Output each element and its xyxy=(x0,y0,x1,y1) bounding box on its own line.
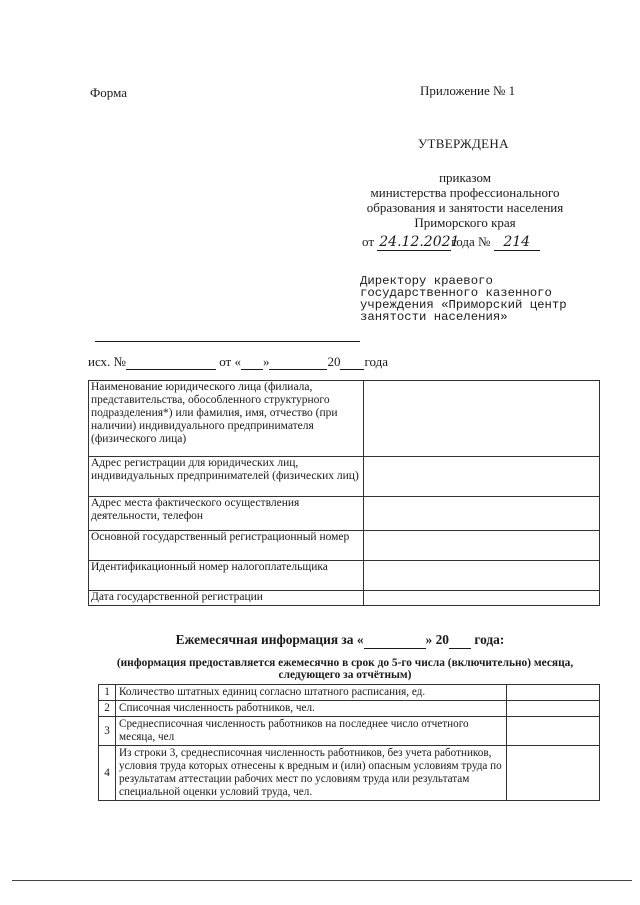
org-name-line xyxy=(95,341,360,342)
date-prefix: от xyxy=(362,234,375,249)
table-row xyxy=(89,457,600,497)
requisite-value-field[interactable] xyxy=(364,531,600,561)
monthly-title-end: года: xyxy=(474,632,505,647)
outgoing-prefix: исх. № xyxy=(88,354,126,369)
approval-line: образования и занятости населения xyxy=(366,200,564,215)
scan-edge-line xyxy=(12,880,632,881)
requisite-value-field[interactable] xyxy=(364,457,600,497)
requisite-label: Адрес регистрации для юридических лиц, индивидуальных предпринимателей (физических лиц) xyxy=(89,457,364,497)
addressee-line: занятости населения» xyxy=(360,310,508,324)
table-row xyxy=(89,531,600,561)
requisite-label: Адрес места фактического осуществления деятельности, телефон xyxy=(89,497,364,531)
approval-line: министерства профессионального xyxy=(370,185,560,200)
row-value-field[interactable] xyxy=(507,746,600,801)
monthly-table xyxy=(98,684,600,801)
outgoing-number-field[interactable] xyxy=(126,354,216,370)
form-label: Форма xyxy=(90,85,127,100)
approval-line: приказом xyxy=(439,170,491,185)
outgoing-year-prefix: 20 xyxy=(327,354,341,369)
requisite-value-field[interactable] xyxy=(364,561,600,591)
approved-title: УТВЕРЖДЕНА xyxy=(418,136,509,151)
order-number: 214 xyxy=(494,235,540,251)
row-text: Среднесписочная численность работников на последнее число отчетного месяца, чел xyxy=(116,717,507,746)
outgoing-day-field[interactable] xyxy=(241,354,263,370)
row-number: 3 xyxy=(99,717,116,746)
row-text: Из строки 3, среднесписочная численность работников, без учета работников, условия труда которых отнесены к вредным и (или) опасным условиям труда по результатам аттестации рабочих мест по условиям труда или результатам специальной оценки условий труда, чел. xyxy=(116,746,507,801)
monthly-month-field[interactable] xyxy=(364,632,426,649)
addressee-line: Директору краевого xyxy=(360,274,493,288)
requisite-label: Идентификационный номер налогоплательщика xyxy=(89,561,364,591)
approval-line: Приморского края xyxy=(414,215,516,230)
monthly-title-mid: » 20 xyxy=(425,632,449,647)
outgoing-close-quote: » xyxy=(262,354,270,369)
row-number: 1 xyxy=(99,685,116,701)
requisite-label: Дата государственной регистрации xyxy=(89,591,364,606)
row-value-field[interactable] xyxy=(507,701,600,717)
row-text: Количество штатных единиц согласно штатного расписания, ед. xyxy=(116,685,507,701)
table-row xyxy=(99,685,600,701)
requisite-label: Основной государственный регистрационный номер xyxy=(89,531,364,561)
row-number: 4 xyxy=(99,746,116,801)
row-number: 2 xyxy=(99,701,116,717)
outgoing-line xyxy=(88,354,388,370)
table-row xyxy=(99,717,600,746)
year-text: года № xyxy=(451,234,491,249)
monthly-title xyxy=(80,632,600,649)
addressee-block xyxy=(360,275,567,323)
addressee-line: государственного казенного xyxy=(360,286,552,300)
table-row xyxy=(99,746,600,801)
table-row xyxy=(89,497,600,531)
monthly-title-start: Ежемесячная информация за « xyxy=(175,632,364,647)
outgoing-year-field[interactable] xyxy=(340,354,364,370)
table-row xyxy=(89,381,600,457)
approval-block xyxy=(340,170,590,230)
table-row xyxy=(99,701,600,717)
table-row xyxy=(89,561,600,591)
appendix-label: Приложение № 1 xyxy=(420,83,516,98)
table-row xyxy=(89,591,600,606)
requisite-label: Наименование юридического лица (филиала, представительства, обособленного структурного подразделения*) или фамилия, имя, отчество (при наличии) индивидуального предпринимателя (физического лица) xyxy=(89,381,364,457)
order-date: 24.12.2021 xyxy=(379,234,460,250)
outgoing-from: от « xyxy=(219,354,241,369)
order-date-line xyxy=(362,234,540,251)
row-text: Списочная численность работников, чел. xyxy=(116,701,507,717)
requisites-table xyxy=(88,380,600,606)
monthly-year-field[interactable] xyxy=(449,632,471,649)
outgoing-year-suffix: года xyxy=(364,354,389,369)
row-value-field[interactable] xyxy=(507,685,600,701)
addressee-line: учреждения «Приморский центр xyxy=(360,298,567,312)
outgoing-month-field[interactable] xyxy=(269,354,327,370)
requisite-value-field[interactable] xyxy=(364,381,600,457)
monthly-subtitle: (информация предоставляется ежемесячно в срок до 5-го числа (включительно) месяца, следующего за отчётным) xyxy=(116,657,574,681)
requisite-value-field[interactable] xyxy=(364,591,600,606)
row-value-field[interactable] xyxy=(507,717,600,746)
requisite-value-field[interactable] xyxy=(364,497,600,531)
